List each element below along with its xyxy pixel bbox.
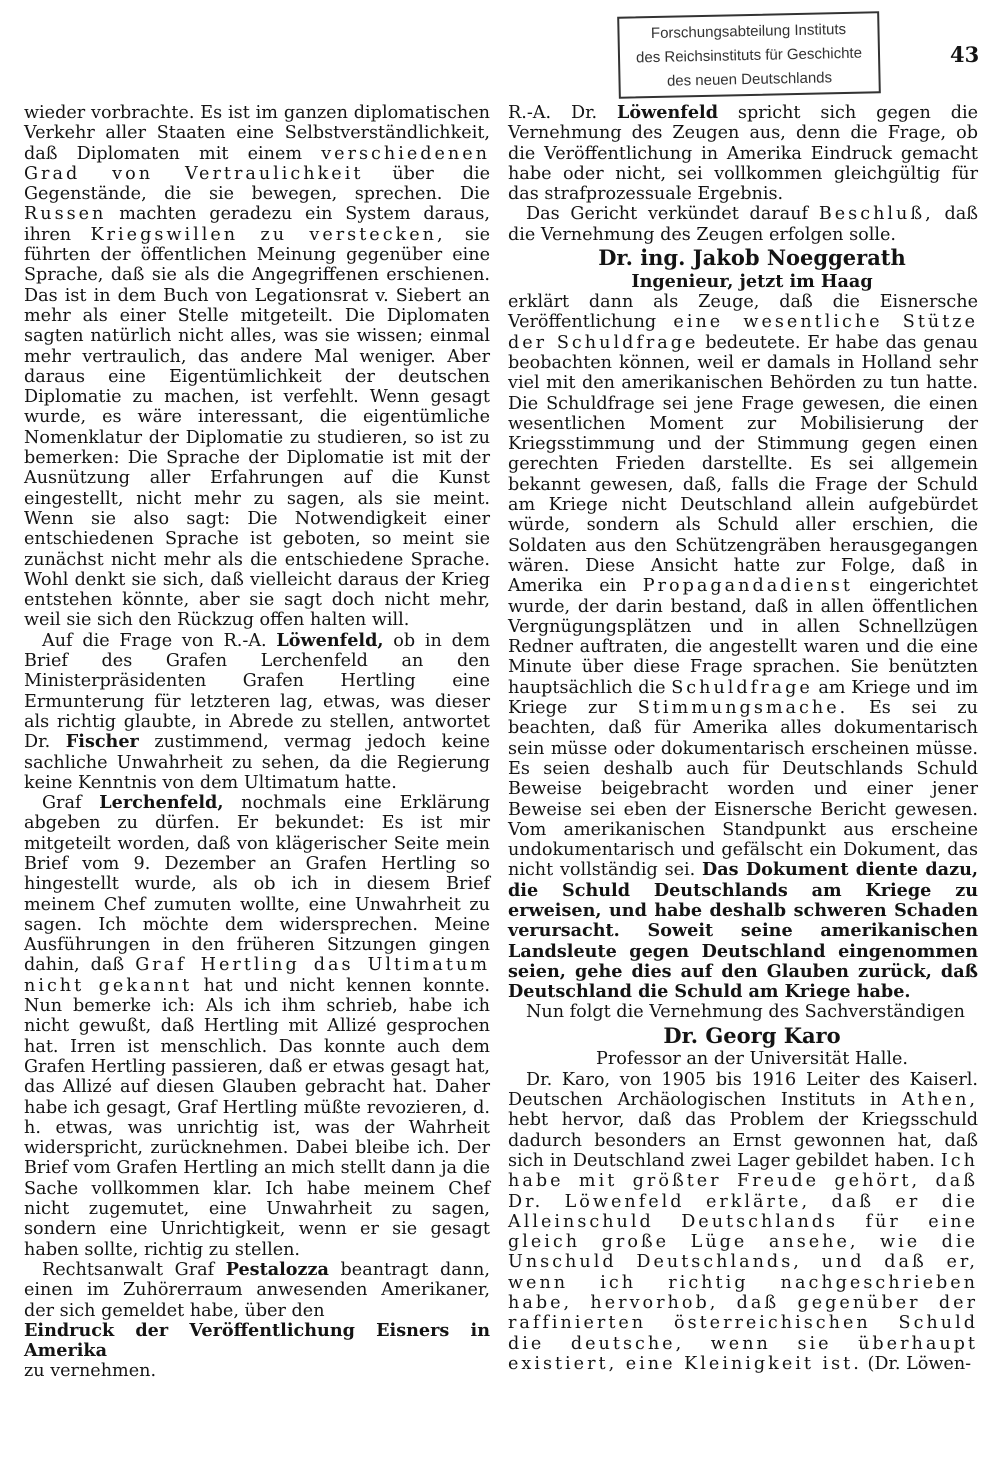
paragraph — [24, 1260, 490, 1321]
expert-subheading: Professor an der Universität Halle. — [595, 1048, 909, 1069]
stamp-line: des neuen Deutschlands — [666, 69, 833, 90]
stamp-line: des Reichsinstituts für Geschichte — [635, 44, 863, 67]
left-column — [24, 103, 490, 1382]
paragraph — [508, 103, 978, 204]
text: am Kriege und im Kriege zur — [508, 677, 978, 719]
text: zustimmend, vermag jedoch keine sachliche Unwahrheit zu sehen, da die Regierung keine Kenntnis von dem Ultimatum hatte. — [24, 732, 490, 793]
stamp-line: Forschungsabteilung Instituts — [650, 20, 847, 43]
archive-stamp — [617, 11, 881, 98]
paragraph — [24, 103, 490, 631]
spaced-text: verschiedenen Grad von Vertraulichkeit — [24, 143, 490, 184]
bold-name: Löwenfeld, — [276, 629, 384, 651]
paragraph — [508, 1070, 978, 1374]
bold-name: Fischer — [65, 731, 139, 753]
text: ob in dem Brief des Grafen Lerchenfeld an den Ministerpräsidenten Grafen Hertling eine Ermunterung für letzteren lag, etwas, was dieser als richtig glaubte, in Abrede zu stellen, antwortet Dr. — [24, 630, 491, 753]
spaced-text: eine wesentliche Stütze der Schuldfrage — [508, 312, 978, 353]
paragraph — [24, 793, 490, 1260]
text: Das Gericht verkündet darauf — [526, 204, 819, 225]
text: sie führten der öffentlichen Meinung gegenüber eine Sprache, daß sie als die Angegriffenen erschienen. Das ist in dem Buch von Legationsrat v. Siebert an mehr als einer Stelle mitgeteilt. Die Diplomaten sagten natürlich nicht alles, was sie wissen; einmal mehr vertraulich, das andere Mal weniger. Aber daraus eine Eigentümlichkeit der deutschen Diplomatie zu machen, ist verfehlt. Wenn gesagt wurde, es wäre interessant, die eigentümliche Nomenklatur der Diplomatie zu studieren, so ist zu bemerken: Die Sprache der Diplomatie ist mit der Ausnützung aller Erfahrungen auf die Kunst eingestellt, nicht mehr zu sagen, als sie meint. Wenn sie also sagt: Die Notwendigkeit einer entschiedenen Sprache ist geboten, so meint sie zunächst nicht mehr als die entschiedene Sprache. Wohl denkt sie sich, daß vielleicht daraus der Krieg entstehen könnte, aber sie sagt doch nicht mehr, weil sie sich den Rückzug offen halten will. — [24, 224, 490, 631]
text: erklärt dann als Zeuge, daß die Eisnersche Veröffentlichung — [508, 292, 978, 333]
bold-line: Eindruck der Veröffentlichung Eisners in Amerika — [24, 1319, 490, 1362]
text: Rechtsanwalt Graf — [42, 1259, 226, 1280]
paragraph — [24, 631, 490, 793]
text-line: zu vernehmen. — [24, 1361, 157, 1382]
bold-name: Lerchenfeld, — [99, 792, 224, 814]
text: nochmals eine Erklärung abgeben zu dürfen. Er bekundet: Es ist mir mitgeteilt worden, daß von klägerischer Seite mein Brief vom 9. Dezember an Grafen Hertling so hingestellt wurde, als ob ich in diesem Brief meinem Chef zumuten wollte, eine Unwahrheit zu sagen. Ich möchte dem widersprechen. Meine Ausführungen in den früheren Sitzungen gingen dahin, daß — [24, 793, 490, 976]
right-column — [508, 103, 978, 1374]
text: wieder vorbrachte. Es ist im ganzen diplomatischen Verkehr aller Staaten eine Selbstverständlichkeit, daß Diplomaten mit einem — [24, 103, 490, 164]
spaced-text: Russen — [24, 204, 107, 225]
text: bedeutete. Er habe das genau beobachten können, weil er damals in Holland sehr viel mit den amerikanischen Behörden zu tun hatte. Die Schuldfrage sei jene Frage gewesen, die einen wesentlichen Moment zur Mobilisierung der Kriegsstimmung und der Stimmung gegen einen gerechten Frieden darstellte. Es sei allgemein bekannt gewesen, daß, falls die Frage der Schuld am Kriege nicht Deutschland allein aufgebürdet würde, sondern als Schuld aller erschien, die Soldaten aus den Schützengräben herausgegangen wären. Diese Ansicht hatte zur Folge, daß in Amerika ein — [508, 332, 978, 597]
text: R.-A. Dr. — [508, 103, 618, 123]
text: Auf die Frage von R.-A. — [42, 630, 277, 651]
witness-subheading: Ingenieur, jetzt im Haag — [631, 271, 873, 293]
spaced-text: Stimmungsmache. — [637, 698, 849, 719]
paragraph — [508, 292, 978, 1002]
text: Graf — [42, 793, 100, 814]
paragraph — [508, 204, 978, 245]
text: Es sei zu beachten, daß für Amerika alles dokumentarisch sein müsse oder dokumentarisch erscheinen müsse. Es seien deshalb auch für Deutschlands Schuld Beweise beigebracht worden und einer jener Beweise sei eben der Eisnersche Bericht gewesen. Vom amerikanischen Standpunkt aus erscheine undokumentarisch und gefälscht ein Dokument, das nicht vollständig sei. — [508, 698, 978, 881]
text: über die Gegenstände, die sie bewegen, sprechen. Die — [24, 163, 490, 205]
text: (Dr. Löwen- — [861, 1353, 972, 1374]
bold-text: Das Dokument diente dazu, die Schuld Deutschlands am Kriege zu erweisen, und habe deshalb schweren Schaden verursacht. Soweit seine amerikanischen Landsleute gegen Deutschland eingenommen seien, gehe dies auf den Glauben zurück, daß Deutschland die Schuld am Kriege habe. — [508, 859, 978, 1003]
spaced-text: Schuldfrage — [671, 677, 813, 698]
text: eingerichtet wurde, der darin bestand, daß in allen öffentlichen Vergnügungsplätzen und in allen Schnellzügen Redner auftraten, die angestellt waren und die eine Minute über diese Frage sprachen. Sie benützten hauptsächlich die — [508, 576, 978, 698]
text: spricht sich gegen die Vernehmung des Zeugen aus, denn die Frage, ob die Veröffentlichung in Amerika Eindruck gemacht habe oder nicht, sei vollkommen gleichgültig für das strafprozessuale Ergebnis. — [508, 103, 978, 205]
page-number: 43 — [950, 42, 980, 67]
paragraph: Nun folgt die Vernehmung des Sachverständigen — [526, 1002, 965, 1023]
expert-heading: Dr. Georg Karo — [663, 1022, 841, 1048]
spaced-text: Graf Hertling das Ultimatum nicht gekannt — [24, 955, 490, 996]
witness-heading: Dr. ing. Jakob Noeggerath — [598, 245, 906, 271]
spaced-text: Athen, — [901, 1090, 978, 1111]
bold-name: Löwenfeld — [617, 102, 719, 123]
spaced-text: Kriegswillen zu verstecken, — [90, 224, 446, 245]
spaced-text: Ich habe mit größter Freude gehört, daß Dr. Löwenfeld erklärte, daß er die Alleinschuld Deutschlands für eine gleich große Lüge ansehe, wie die Unschuld Deutschlands, und daß er, wenn ich richtig nachgeschrieben habe, hervorhob, daß gegenüber der raffinierten österreichischen Schuld die deutsche, wenn sie überhaupt existiert, eine Kleinigkeit ist. — [508, 1150, 978, 1374]
text: daß die Vernehmung des Zeugen erfolgen solle. — [508, 204, 978, 245]
spaced-text: Beschluß, — [818, 204, 934, 225]
text: Dr. Karo, von 1905 bis 1916 Leiter des Kaiserl. Deutschen Archäologischen Instituts in — [508, 1069, 978, 1111]
text: hebt hervor, daß das Problem der Kriegsschuld dadurch besonders an Ernst gewonnen hat, daß sich in Deutschland zwei Lager gebildet haben. — [508, 1110, 978, 1171]
text: machten geradezu ein System daraus, ihren — [24, 204, 490, 245]
text: beantragt dann, einen im Zuhörerraum anwesenden Amerikaner, der sich gemeldet habe, über den — [24, 1259, 490, 1321]
bold-name: Pestalozza — [225, 1258, 329, 1280]
spaced-text: Propagandadienst — [642, 576, 853, 597]
text: hat und nicht kennen konnte. Nun bemerke ich: Als ich ihm schrieb, habe ich nicht gewußt, daß Hertling mit Allizé gesprochen hat. Irren ist menschlich. Das konnte auch dem Grafen Hertling passieren, daß er etwas gesagt hat, das Allizé auf diesen Glauben gebracht hat. Daher habe ich gesagt, Graf Hertling müßte revozieren, d. h. etwas, was unrichtig ist, was der Wahrheit widerspricht, zurücknehmen. Dabei bleibe ich. Der Brief vom Grafen Hertling an mich stellt dann ja die Sache vollkommen klar. Ich habe meinem Chef nicht zugemutet, eine Unwahrheit zu sagen, sondern eine Unrichtigkeit, wenn er sie gesagt haben sollte, richtig zu stellen. — [24, 975, 490, 1260]
